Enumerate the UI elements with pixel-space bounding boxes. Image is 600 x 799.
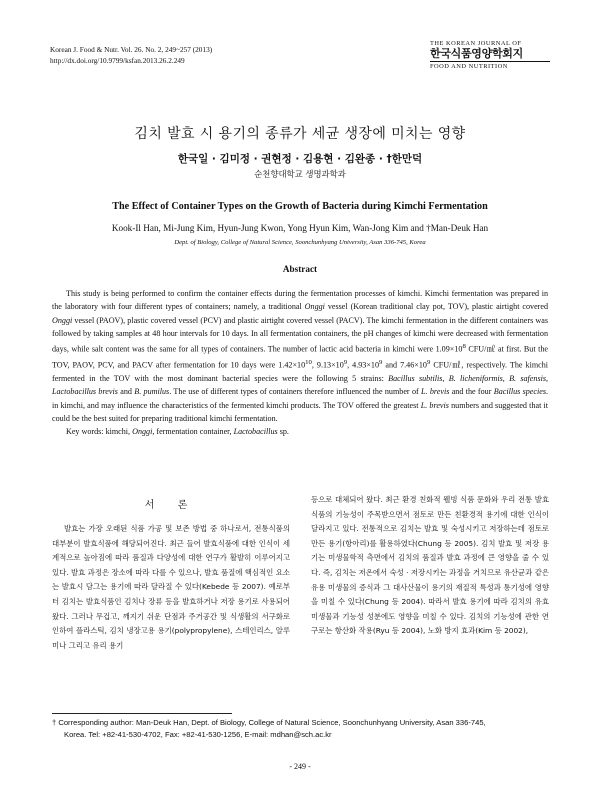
corresponding-author-footnote <box>52 717 552 740</box>
intro-right-column <box>311 493 549 639</box>
affiliation-english: Dept. of Biology, College of Natural Science, Soonchunhyang University, Asan 336-745, Korea <box>174 239 426 246</box>
intro-paragraph-continued: 등으로 대체되어 왔다. 최근 환경 친화적 웰빙 식품 문화와 우리 전통 발효식품의 기능성이 주목받으면서 점토로 만든 친환경적 용기에 대한 인식이 달라지고 있다. 전통적으로 김치는 발효 및 숙성시키고 저장하는데 점토로 만든 용기(항아리)를 활용하였다(Chung 등 2005). 김치 발효 및 저장 용기는 미생물학적 측면에서 김치의 품질과 발효 과정에 큰 영향을 줄 수 있다. 즉, 김치는 저온에서 숙성 · 저장시키는 과정을 거치므로 유산균과 같은 유용 미생물의 증식과 그 대사산물이 용기의 재질적 특성과 통기성에 영향을 미칠 수 있다(Chung 등 2004). 따라서 발효 용기에 따라 김치의 유효 미생물과 기능성 성분에도 영향을 미칠 수 있다. 김치의 기능성에 관한 연구로는 항산화 작용(Ryu 등 2004), 노화 방지 효과(Kim 등 2002), <box>311 495 549 636</box>
footnote-line-1: † Corresponding author: Man-Deuk Han, Dept. of Biology, College of Natural Science, Soonchunhyang University, Asan 336-745, <box>52 718 486 727</box>
journal-citation: Korean J. Food & Nutr. Vol. 26. No. 2, 249~257 (2013) <box>50 45 213 54</box>
abstract-heading: Abstract <box>282 264 318 274</box>
intro-left-column <box>52 522 290 653</box>
abstract-paragraph: This study is being performed to confirm the container effects during the fermentation processes of kimchi. Kimchi fermentation was prepared in the laboratory with four different types of containers; namely, a traditional Onggi vessel (Korean traditional clay pot, TOV), plastic airtight covered Onggi vessel (PAOV), plastic covered vessel (PCV) and plastic airtight covered vessel (PACV). The kimchi fermentation in the different containers was followed by taking samples at 48 hour intervals for 10 days. In all fermentation containers, the pH changes of kimchi were decreased with fermentation days, while salt content was the same for all types of containers. The number of lactic acid bacteria in kimchi were $1.09\times 10^8$ CFU/㎖ at first. But the TOV, PAOV, PCV, and PACV after fermentation for 10 days were $1.42\times 10^{10}$, $9.13\times 10^9$, $4.93\times 10^9$ and $7.46\times 10^9$ CFU/㎖, respectively. The kimchi fermented in the TOV with the most dominant bacterial species were the following 5 strains: Bacillus subtilis, B. licheniformis, B. safensis, Lactobacillus brevis and B. pumilus. The use of different types of containers therefore influenced the number of L. brevis and the four Bacillus species. in kimchi, and may influence the characteristics of the fermented kimchi products. The TOV offered the greatest L. brevis numbers and suggested that it could be the best suited for preparing traditional kimchi fermentation. <box>52 289 549 424</box>
abstract-body <box>52 287 548 439</box>
title-english: The Effect of Container Types on the Growth of Bacteria during Kimchi Fermentation <box>112 201 488 212</box>
journal-name-en-bottom: FOOD AND NUTRITION <box>430 61 550 70</box>
keywords: Key words: kimchi, Onggi, fermentation container, Lactobacillus sp. <box>66 427 289 437</box>
intro-paragraph: 발효는 가장 오래된 식품 가공 및 보존 방법 중 하나로서, 전통식품의 대부분이 발효식품에 해당되어진다. 최근 들어 발효식품에 대한 인식이 세계적으로 높아짐에 따라 품질과 다양성에 대한 연구가 활발히 이루어지고 있다. 발효 과정은 장소에 따라 다를 수 있으나, 발효 품질에 핵심적인 요소는 발효시 담그는 용기에 따라 달라질 수 있다(Kebede 등 2007). 예로부터 김치는 발효식품인 김치나 장류 등을 발효하거나 저장 용기로 사용되어 왔다. 그러나 무겁고, 깨지기 쉬운 단점과 주거공간 및 식생활의 서구화로 인하여 플라스틱, 김치 냉장고용 용기(polypropylene), 스테인리스, 알루미나 그리고 유리 용기 <box>52 524 290 650</box>
title-korean: 김치 발효 시 용기의 종류가 세균 생장에 미치는 영향 <box>134 126 466 142</box>
authors-english: Kook-Il Han, Mi-Jung Kim, Hyun-Jung Kwon, Yong Hyun Kim, Wan-Jong Kim and †Man-Deuk Han <box>111 223 489 233</box>
authors-korean: 한국일 · 김미정 · 권현정 · 김용현 · 김완종 · †한만덕 <box>177 153 423 165</box>
journal-name-ko: 한국식품영양학회지 <box>430 47 523 60</box>
doi-link[interactable]: http://dx.doi.org/10.9799/ksfan.2013.26.2.249 <box>50 56 185 65</box>
introduction-heading: 서 론 <box>144 500 198 511</box>
journal-logo <box>430 40 550 70</box>
page-number: - 249 - <box>289 762 311 771</box>
footnote-line-2: Korea. Tel: +82-41-530-4702, Fax: +82-41-530-1256, E-mail: mdhan@sch.ac.kr <box>64 729 332 739</box>
affiliation-korean: 순천향대학교 생명과학과 <box>254 169 346 179</box>
footnote-divider <box>52 713 232 714</box>
journal-name-en-top: THE KOREAN JOURNAL OF <box>430 40 522 47</box>
citation-block <box>50 44 212 66</box>
